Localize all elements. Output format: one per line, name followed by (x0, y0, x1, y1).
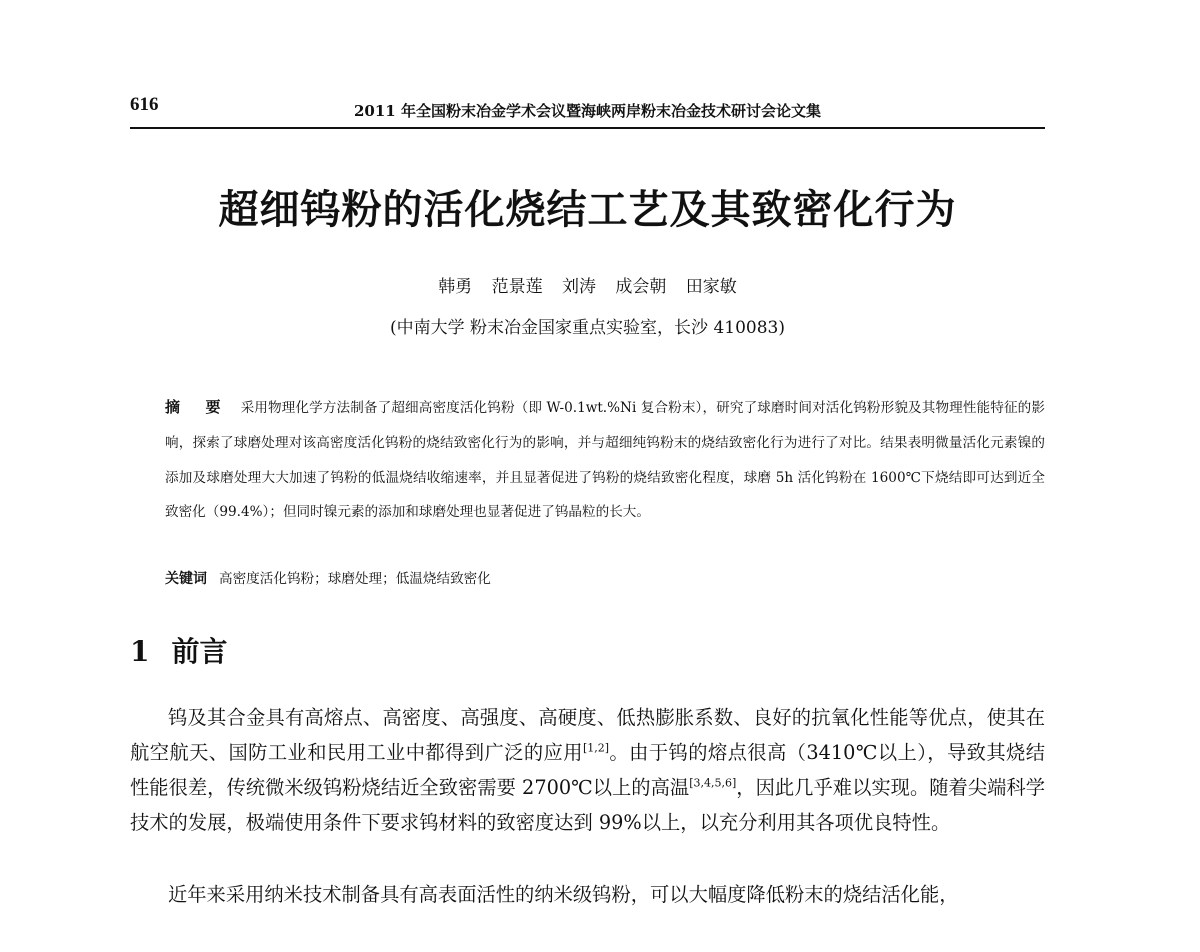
page-number: 616 (130, 94, 159, 115)
paragraph-text: 钨及其合金具有高熔点、高密度、高强度、高硬度、低热膨胀系数、良好的抗氧化性能等优点，使其在航空航天、国防工业和民用工业中都得到广泛的应用 (130, 706, 1045, 764)
paragraph-text: 。由于钨的熔点很高（3410℃以上），导致其烧结性能很差，传统微米级钨粉烧结近全致密需要 2700℃以上的高温 (130, 741, 1045, 799)
section-heading (130, 630, 228, 670)
paragraph-text: 近年来采用纳米技术制备具有高表面活性的纳米级钨粉，可以大幅度降低粉末的烧结活化能， (168, 883, 959, 906)
section-number: 1 (130, 635, 150, 668)
authors: 韩勇 范景莲 刘涛 成会朝 田家敏 (438, 277, 737, 297)
paragraph-text: ，因此几乎难以实现。随着尖端科学技术的发展，极端使用条件下要求钨材料的致密度达到 99%以上，以充分利用其各项优良特性。 (130, 776, 1046, 834)
header-rule (130, 127, 1045, 129)
running-title: 2011 年全国粉末冶金学术会议暨海峡两岸粉末冶金技术研讨会论文集 (354, 102, 821, 120)
abstract-label: 摘 要 (165, 398, 231, 416)
citation: [3,4,5,6] (689, 776, 737, 790)
keywords-label: 关键词 (165, 571, 207, 587)
affiliation: (中南大学 粉末冶金国家重点实验室，长沙 410083) (390, 318, 785, 338)
keywords (165, 567, 491, 588)
section-title: 前言 (171, 635, 228, 668)
keywords-text: 高密度活化钨粉；球磨处理；低温烧结致密化 (219, 571, 491, 587)
paragraph (130, 877, 1045, 912)
paper-title: 超细钨粉的活化烧结工艺及其致密化行为 (218, 186, 957, 233)
citation: [1,2] (582, 741, 610, 755)
abstract (165, 390, 1045, 530)
abstract-text: 采用物理化学方法制备了超细高密度活化钨粉（即 W-0.1wt.%Ni 复合粉末），研究了球磨时间对活化钨粉形貌及其物理性能特征的影响，探索了球磨处理对该高密度活化钨粉的烧结致密化行为的影响，并与超细纯钨粉末的烧结致密化行为进行了对比。结果表明微量活化元素镍的添加及球磨处理大大加速了钨粉的低温烧结收缩速率，并且显著促进了钨粉的烧结致密化程度，球磨 5h 活化钨粉在 1600℃下烧结即可达到近全致密化（99.4%）；但同时镍元素的添加和球磨处理也显著促进了钨晶粒的长大。 (165, 400, 1045, 521)
paragraph (130, 700, 1045, 840)
